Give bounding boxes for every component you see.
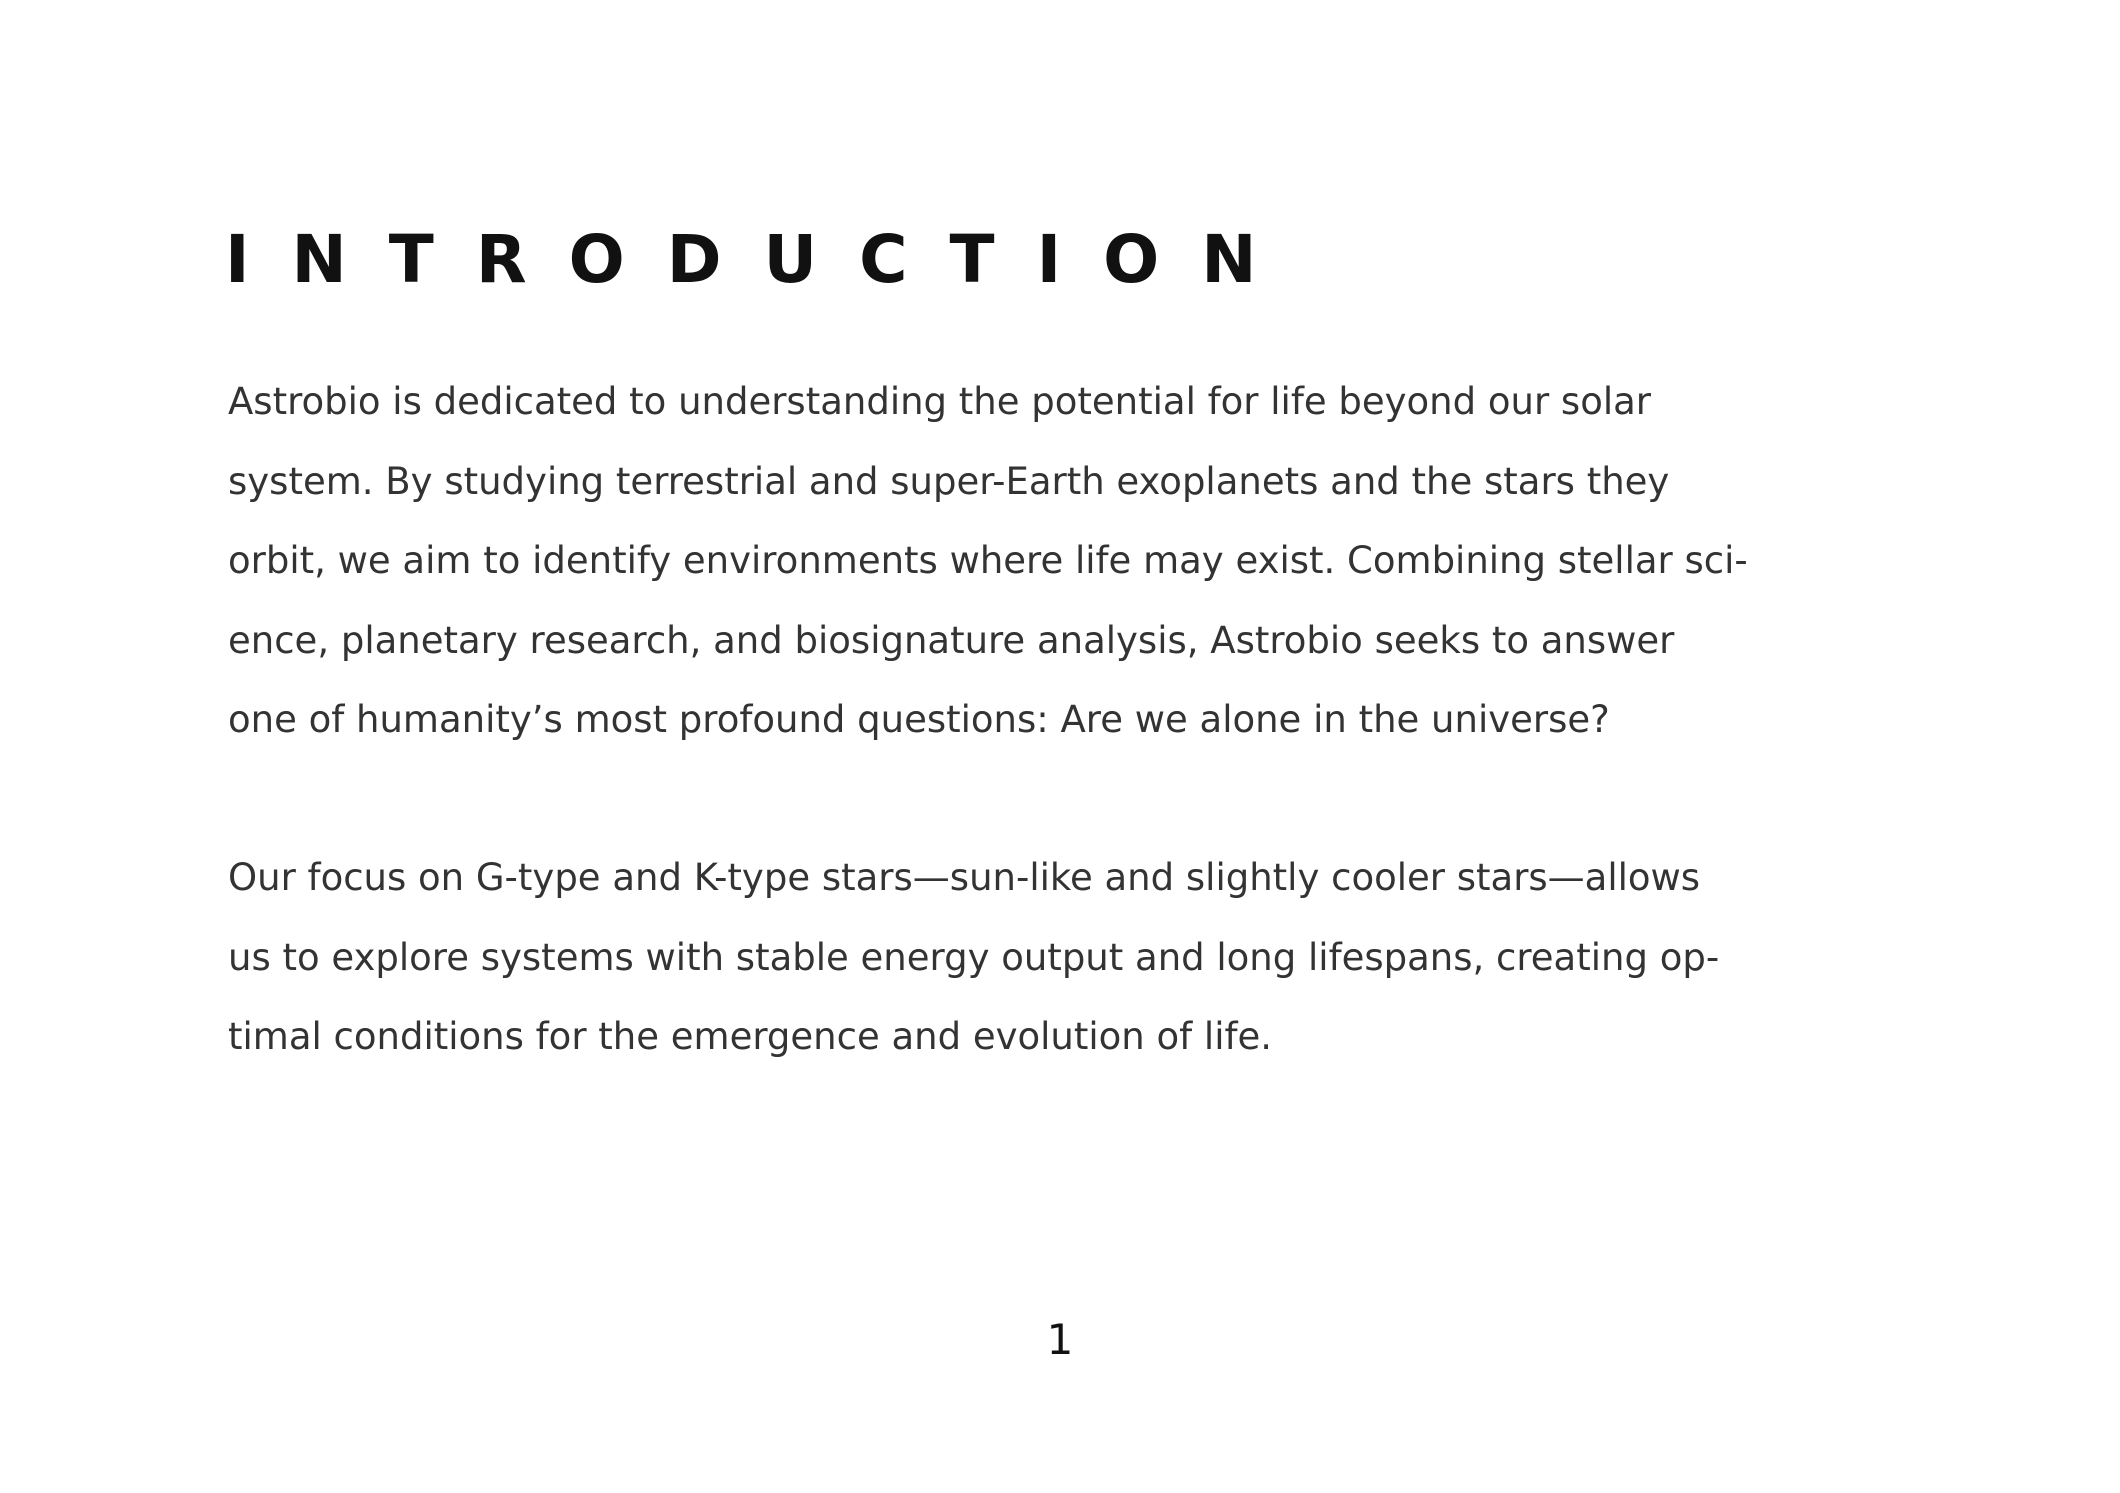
paragraph-line: one of humanity’s most profound questions: Are we alone in the universe? xyxy=(228,698,1610,741)
intro-paragraph xyxy=(228,362,1788,760)
paragraph-line: Our focus on G-type and K-type stars—sun-like and slightly cooler stars—allows xyxy=(228,856,1701,899)
page-number: 1 xyxy=(1046,1315,1074,1364)
paragraph-line: timal conditions for the emergence and evolution of life. xyxy=(228,1015,1273,1058)
paragraph-line: ence, planetary research, and biosignature analysis, Astrobio seeks to answer xyxy=(228,618,1675,662)
focus-paragraph xyxy=(228,838,1788,1077)
paragraph-line: orbit, we aim to identify environments where life may exist. Combining stellar sci- xyxy=(228,539,1748,582)
paragraph-line: us to explore systems with stable energy output and long lifespans, creating op- xyxy=(228,935,1720,979)
page-title: INTRODUCTION xyxy=(225,221,1299,298)
paragraph-line: system. By studying terrestrial and super-Earth exoplanets and the stars they xyxy=(228,459,1670,503)
paragraph-line: Astrobio is dedicated to understanding the potential for life beyond our solar xyxy=(228,380,1652,423)
